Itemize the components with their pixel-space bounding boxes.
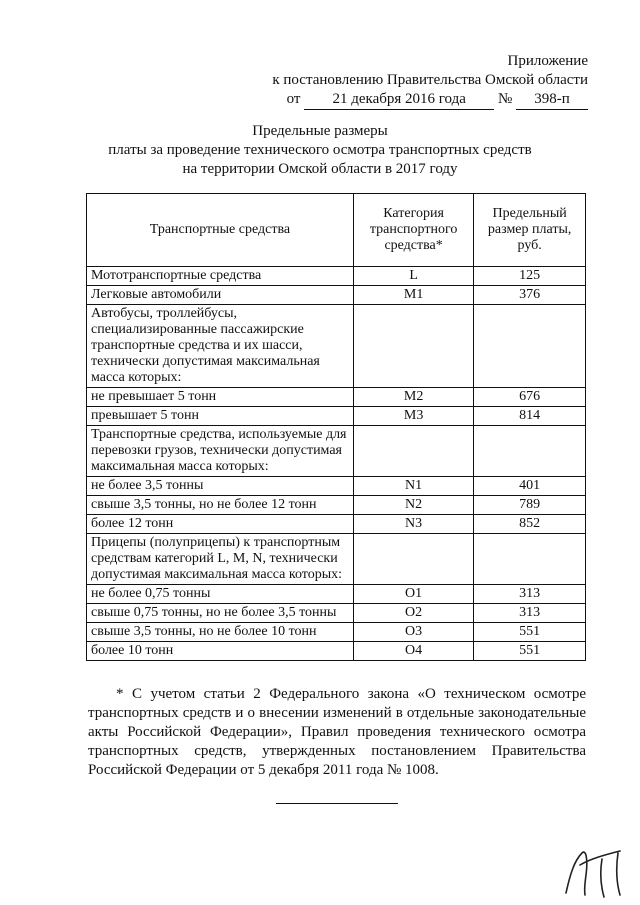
- footnote: * С учетом статьи 2 Федерального закона «О техническом осмотре транспортных средств и о внесении изменений в отдельные законодательные акты Российской Федерации», Правил проведения технического осмотра транспортных средств, утвержденных постановлением Правительства Российской Федерации от 5 декабря 2011 года № 1008.: [88, 686, 586, 778]
- vehicle-cell: Мототранспортные средства: [87, 267, 354, 286]
- table-row: [87, 477, 586, 496]
- table-row: [87, 585, 586, 604]
- vehicle-cell: Легковые автомобили: [87, 286, 354, 305]
- date-prefix: от: [286, 91, 301, 107]
- table-row: [87, 604, 586, 623]
- fee-cell: [474, 534, 586, 585]
- vehicle-cell: не более 0,75 тонны: [87, 585, 354, 604]
- table-row: [87, 426, 586, 477]
- title-line-3: на территории Омской области в 2017 году: [182, 161, 458, 177]
- category-cell: N1: [353, 477, 473, 496]
- vehicle-cell: свыше 0,75 тонны, но не более 3,5 тонны: [87, 604, 354, 623]
- number-sign: №: [497, 91, 513, 107]
- category-cell: M1: [353, 286, 473, 305]
- table-row: [87, 642, 586, 661]
- table-row: [87, 534, 586, 585]
- table-row: [87, 388, 586, 407]
- category-cell: O1: [353, 585, 473, 604]
- fee-cell: 376: [474, 286, 586, 305]
- table-row: [87, 305, 586, 388]
- table-header-row: [87, 194, 586, 267]
- vehicle-cell: не превышает 5 тонн: [87, 388, 354, 407]
- category-cell: N2: [353, 496, 473, 515]
- category-cell: [353, 534, 473, 585]
- fee-cell: [474, 426, 586, 477]
- fee-table: [86, 193, 586, 661]
- vehicle-group-cell: Транспортные средства, используемые для перевозки грузов, технически допустимая максимальная масса которых:: [87, 426, 354, 477]
- handwritten-signature-icon: [560, 845, 630, 900]
- fee-cell: 313: [474, 604, 586, 623]
- category-cell: M2: [353, 388, 473, 407]
- category-cell: L: [353, 267, 473, 286]
- resolution-date: 21 декабря 2016 года: [304, 90, 494, 110]
- header-fee: Предельный размер платы, руб.: [474, 194, 586, 267]
- category-cell: O3: [353, 623, 473, 642]
- table-row: [87, 623, 586, 642]
- vehicle-group-cell: Прицепы (полуприцепы) к транспортным средствам категорий L, M, N, технически допустимая максимальная масса которых:: [87, 534, 354, 585]
- fee-cell: 313: [474, 585, 586, 604]
- fee-cell: 852: [474, 515, 586, 534]
- vehicle-group-cell: Автобусы, троллейбусы, специализированные пассажирские транспортные средства и их шасси, технически допустимая максимальная масса которых:: [87, 305, 354, 388]
- table-row: [87, 267, 586, 286]
- date-number-line: [272, 90, 588, 110]
- category-cell: M3: [353, 407, 473, 426]
- table-row: [87, 515, 586, 534]
- resolution-reference: к постановлению Правительства Омской области: [272, 72, 588, 88]
- vehicle-cell: свыше 3,5 тонны, но не более 12 тонн: [87, 496, 354, 515]
- category-cell: O4: [353, 642, 473, 661]
- fee-cell: 551: [474, 623, 586, 642]
- table-row: [87, 496, 586, 515]
- fee-cell: 789: [474, 496, 586, 515]
- category-cell: [353, 305, 473, 388]
- document-title: [80, 122, 560, 179]
- vehicle-cell: не более 3,5 тонны: [87, 477, 354, 496]
- vehicle-cell: более 12 тонн: [87, 515, 354, 534]
- appendix-header: [272, 52, 588, 110]
- resolution-number: 398-п: [516, 90, 588, 110]
- header-vehicles: Транспортные средства: [87, 194, 354, 267]
- appendix-label: Приложение: [507, 53, 588, 69]
- category-cell: O2: [353, 604, 473, 623]
- fee-cell: 125: [474, 267, 586, 286]
- vehicle-cell: более 10 тонн: [87, 642, 354, 661]
- table-row: [87, 407, 586, 426]
- title-line-1: Предельные размеры: [252, 123, 388, 139]
- title-line-2: платы за проведение технического осмотра транспортных средств: [108, 142, 532, 158]
- header-category: Категория транспортного средства*: [353, 194, 473, 267]
- fee-cell: [474, 305, 586, 388]
- category-cell: N3: [353, 515, 473, 534]
- vehicle-cell: превышает 5 тонн: [87, 407, 354, 426]
- table-row: [87, 286, 586, 305]
- vehicle-cell: свыше 3,5 тонны, но не более 10 тонн: [87, 623, 354, 642]
- fee-cell: 401: [474, 477, 586, 496]
- fee-cell: 551: [474, 642, 586, 661]
- end-rule: [276, 803, 398, 804]
- category-cell: [353, 426, 473, 477]
- fee-cell: 676: [474, 388, 586, 407]
- fee-cell: 814: [474, 407, 586, 426]
